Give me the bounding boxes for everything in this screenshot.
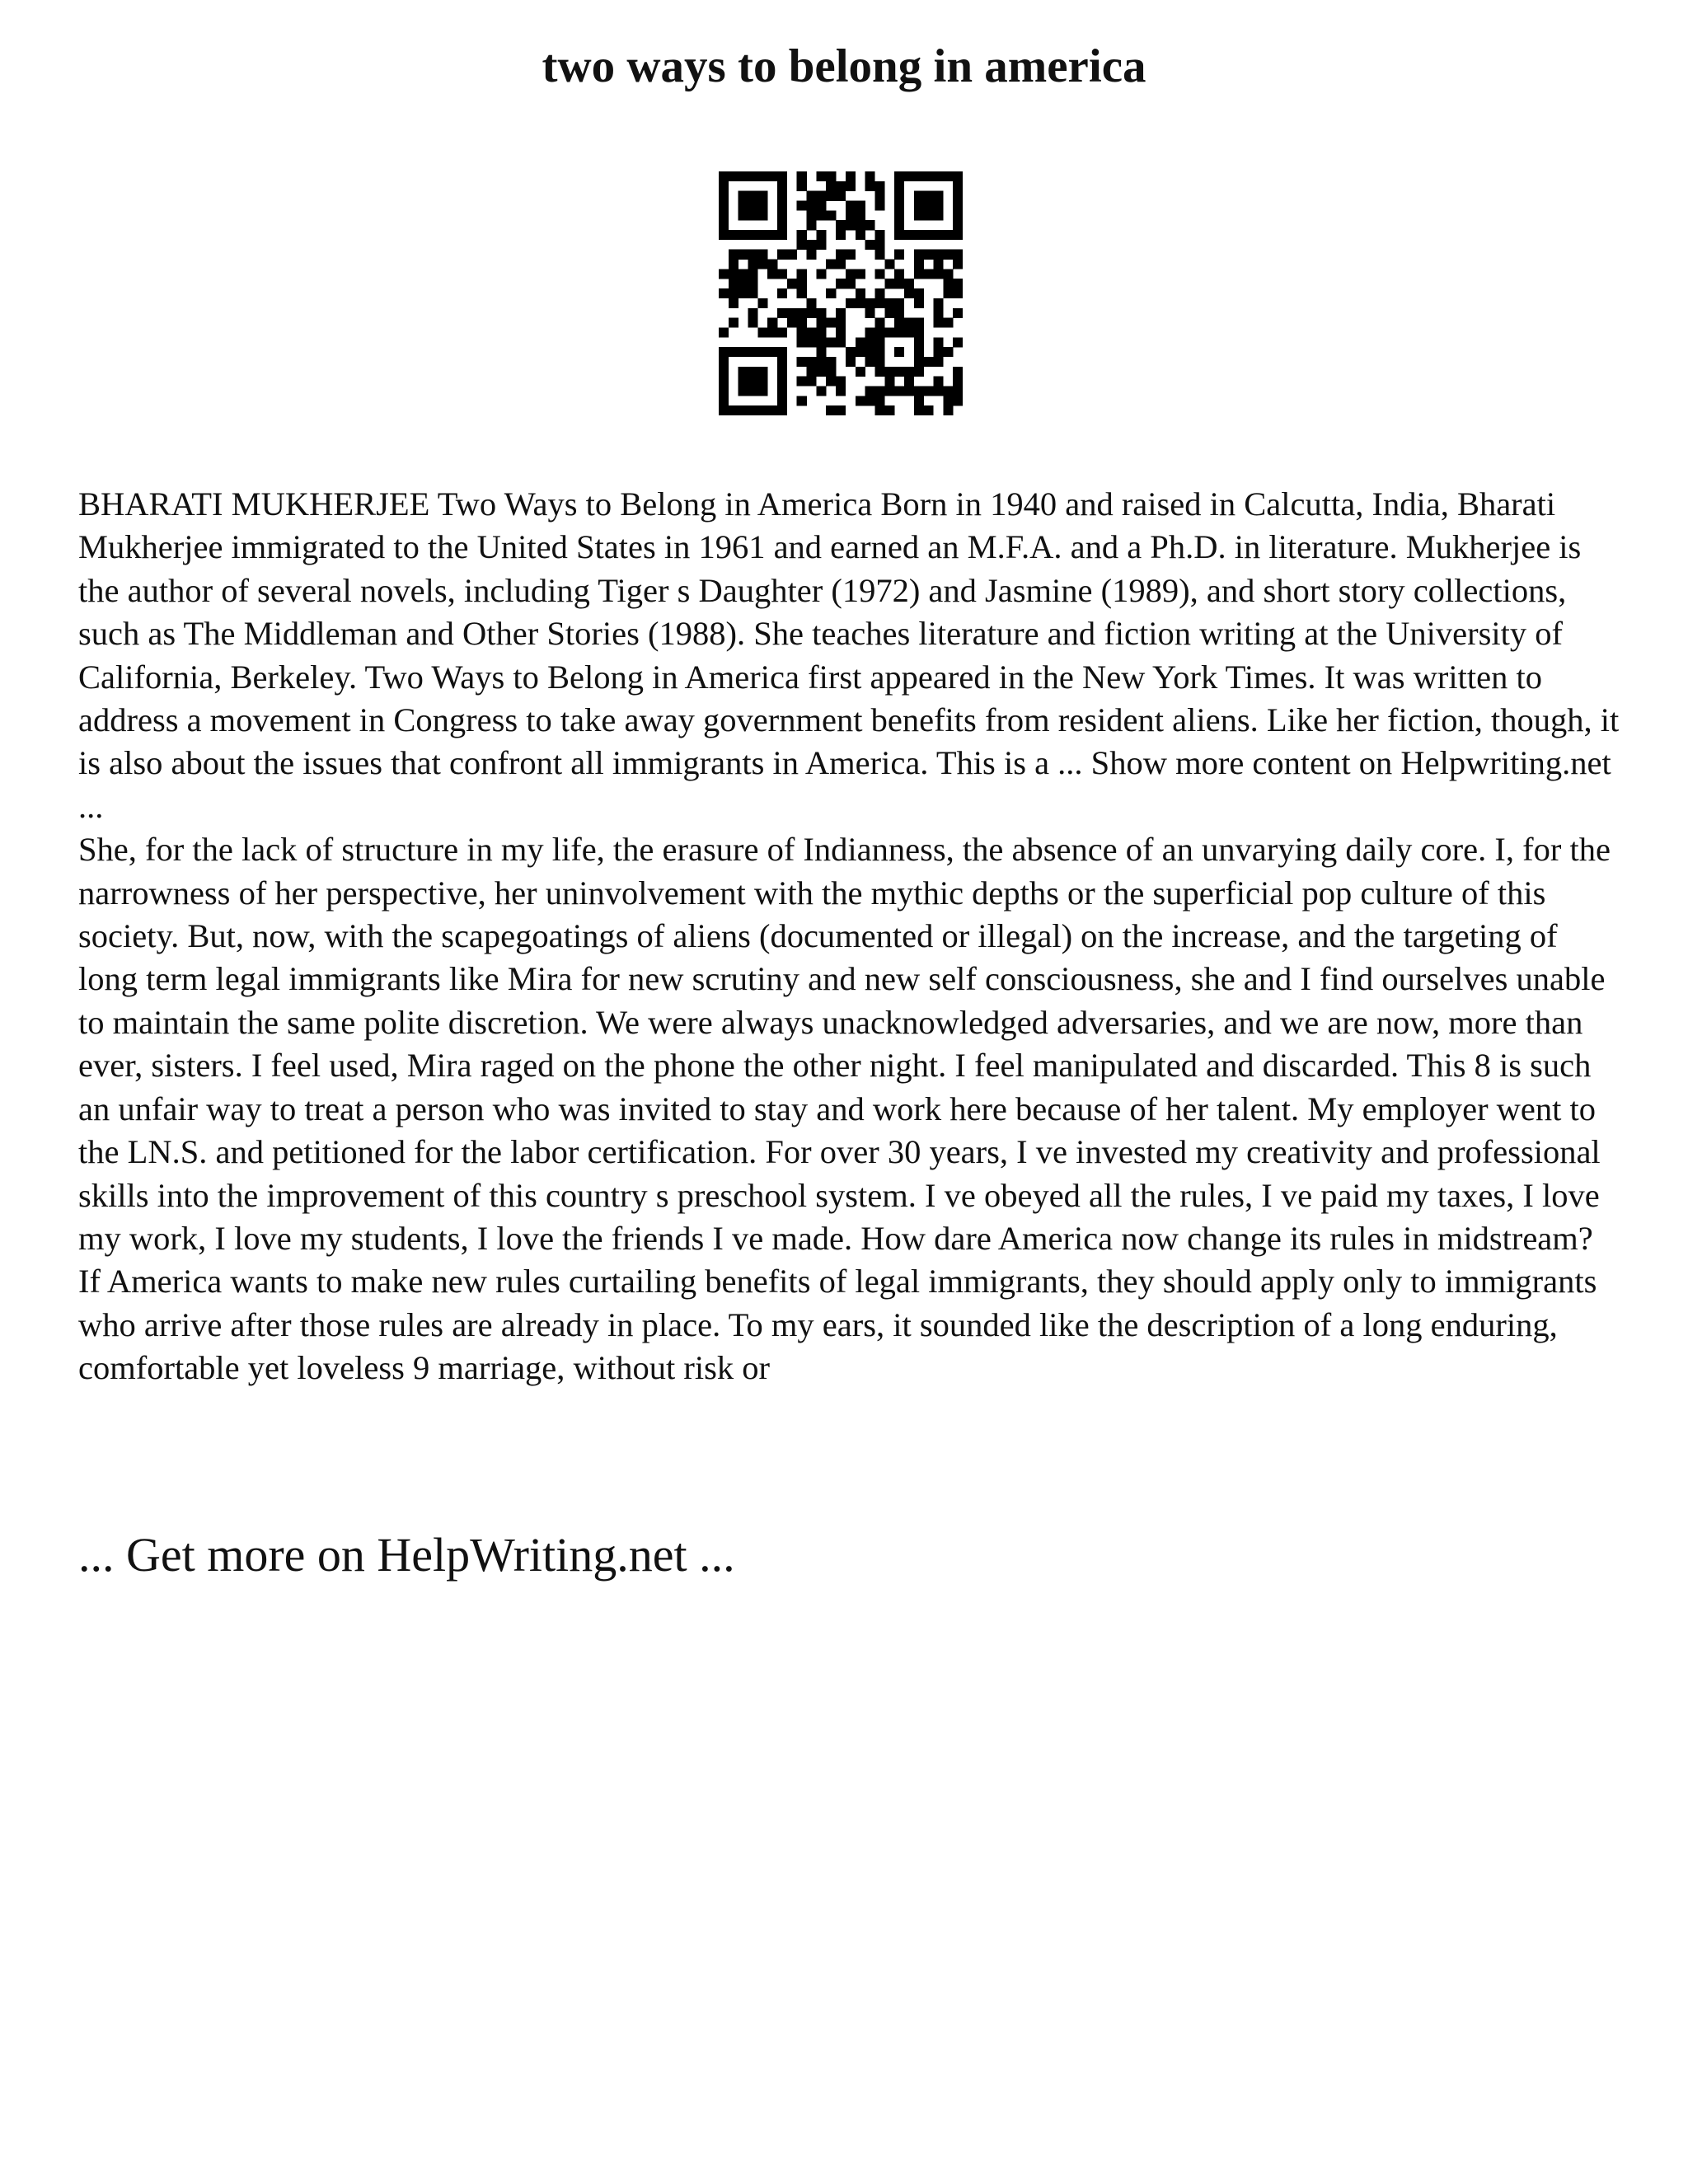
page-title: two ways to belong in america	[542, 40, 1146, 92]
article-paragraph: She, for the lack of structure in my life, the erasure of Indianness, the absence of an unvarying daily core. I, for the narrowness of her perspective, her uninvolvement with the mythic depths or the superficial pop culture of this society. But, now, with the scapegoatings of aliens (documented or illegal) on the increase, and the targeting of long term legal immigrants like Mira for new scrutiny and new self consciousness, she and I find ourselves unable to maintain the same polite discretion. We were always unacknowledged adversaries, and we are now, more than ever, sisters. I feel used, Mira raged on the phone the other night. I feel manipulated and discarded. This 8 is such an unfair way to treat a person who was invited to stay and work here because of her talent. My employer went to the LN.S. and petitioned for the labor certification. For over 30 years, I ve invested my creativity and professional skills into the improvement of this country s preschool system. I ve obeyed all the rules, I ve paid my taxes, I love my work, I love my students, I love the friends I ve made. How dare America now change its rules in midstream? If America wants to make new rules curtailing benefits of legal immigrants, they should apply only to immigrants who arrive after those rules are already in place. To my ears, it sounded like the description of a long enduring, comfortable yet loveless 9 marriage, without risk or	[78, 831, 1611, 1387]
get-more-link[interactable]: ... Get more on HelpWriting.net ...	[78, 1528, 735, 1582]
qr-code-icon	[719, 171, 963, 415]
article-paragraph: BHARATI MUKHERJEE Two Ways to Belong in America Born in 1940 and raised in Calcutta, India, Bharati Mukherjee immigrated to the United States in 1961 and earned an M.F.A. and a Ph.D. in literature. Mukherjee is the author of several novels, including Tiger s Daughter (1972) and Jasmine (1989), and short story collections, such as The Middleman and Other Stories (1988). She teaches literature and fiction writing at the University of California, Berkeley. Two Ways to Belong in America first appeared in the New York Times. It was written to address a movement in Congress to take away government benefits from resident aliens. Like her fiction, though, it is also about the issues that confront all immigrants in America. This is a ... Show more content on Helpwriting.net ...	[78, 485, 1620, 825]
article-body	[78, 483, 1620, 1390]
